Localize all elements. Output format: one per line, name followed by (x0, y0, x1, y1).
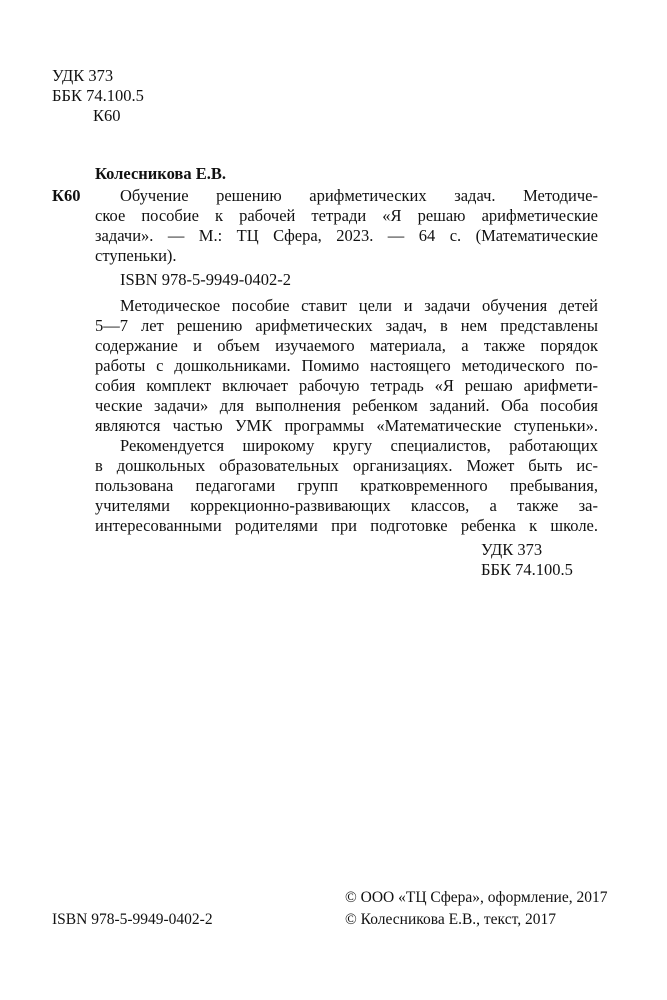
index-mark: К60 (52, 186, 81, 205)
footer-isbn: ISBN 978-5-9949-0402-2 (52, 911, 213, 928)
annotation-line: в дошкольных образовательных организациях. Может быть ис- (95, 456, 598, 475)
udk-code-right: УДК 373 (481, 540, 543, 559)
annotation-line: Методическое пособие ставит цели и задачи обучения детей (120, 296, 598, 315)
isbn: ISBN 978-5-9949-0402-2 (120, 270, 291, 289)
copyright-author: © Колесникова Е.В., текст, 2017 (345, 911, 556, 928)
description-line: ское пособие к рабочей тетради «Я решаю арифметические (95, 206, 598, 225)
bbk-code: ББК 74.100.5 (52, 86, 144, 105)
description-line: ступеньки). (95, 246, 177, 265)
copyright-publisher: © ООО «ТЦ Сфера», оформление, 2017 (345, 889, 608, 906)
annotation-line: собия комплект включает рабочую тетрадь «Я решаю арифмети- (95, 376, 598, 395)
author-name: Колесникова Е.В. (95, 164, 226, 183)
bbk-code-right: ББК 74.100.5 (481, 560, 573, 579)
annotation-line: 5—7 лет решению арифметических задач, в нем представлены (95, 316, 598, 335)
annotation-line: работы с дошкольниками. Помимо настоящего методического по- (95, 356, 598, 375)
annotation-line: учителями коррекционно-развивающих классов, а также за- (95, 496, 598, 515)
annotation-line: являются частью УМК программы «Математические ступеньки». (95, 416, 598, 435)
udk-code: УДК 373 (52, 66, 114, 85)
description-line: задачи». — М.: ТЦ Сфера, 2023. — 64 с. (Математические (95, 226, 598, 245)
author-mark: К60 (93, 106, 121, 125)
annotation-line: Рекомендуется широкому кругу специалистов, работающих (120, 436, 598, 455)
annotation-line: пользована педагогами групп кратковременного пребывания, (95, 476, 598, 495)
description-line: Обучение решению арифметических задач. Методиче- (120, 186, 598, 205)
annotation-line: ческие задачи» для выполнения ребенком заданий. Оба пособия (95, 396, 598, 415)
annotation-line: содержание и объем изучаемого материала, а также порядок (95, 336, 598, 355)
annotation-line: интересованными родителями при подготовке ребенка к школе. (95, 516, 598, 535)
